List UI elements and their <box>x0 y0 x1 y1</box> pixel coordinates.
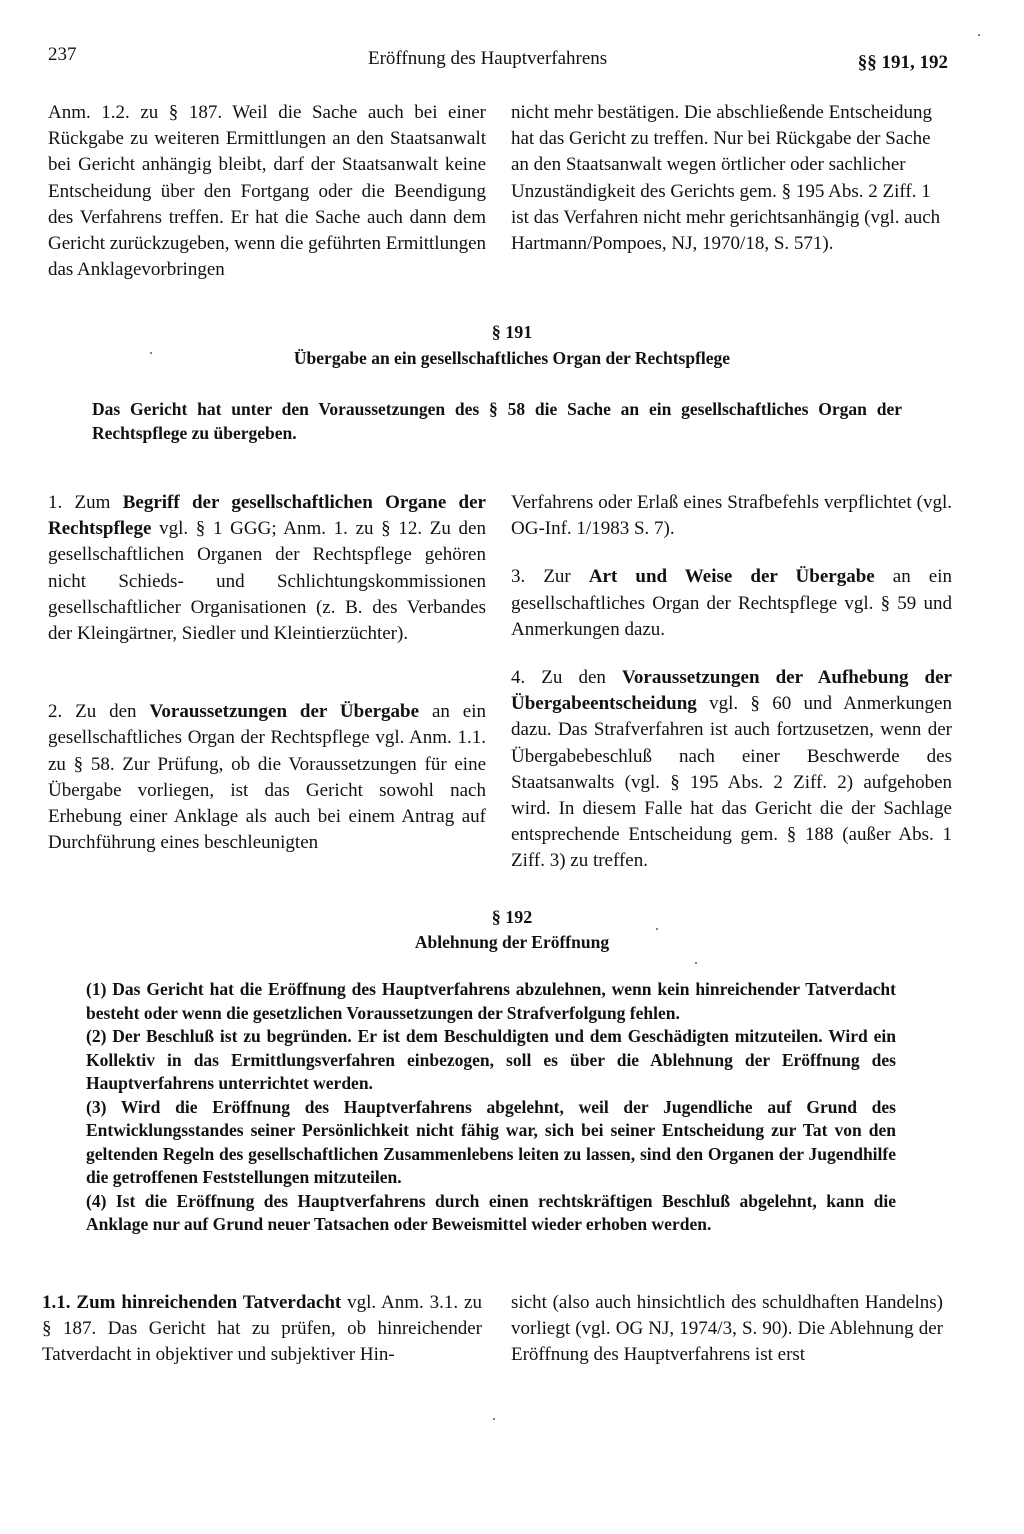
scan-speck <box>150 352 152 354</box>
running-header <box>48 44 948 74</box>
section-192-subsection-4: (4) Ist die Eröffnung des Hauptverfahrens durch einen rechtskräftigen Beschluß abgelehnt, kann die Anklage nur auf Grund neuer Tatsachen oder Beweismittel wieder erhoben werden. <box>86 1190 896 1234</box>
section-191-number: § 191 <box>491 322 533 342</box>
top-left-text: Anm. 1.2. zu § 187. Weil die Sache auch bei einer Rückgabe zu weiteren Ermittlungen an den Staatsanwalt bei Gericht anhängig bleibt, darf der Staatsanwalt keine Entscheidung über den Fortgang oder die Beendigung des Verfahrens treffen. Er hat die Sache auch dann dem Gericht zurückzugeben, wenn die geführten Ermittlungen das Anklagevorbringen <box>48 102 486 281</box>
s191-left-column <box>48 490 486 856</box>
scan-speck <box>978 34 980 36</box>
section-191-law-text <box>92 398 902 445</box>
s192-right-column <box>511 1290 943 1369</box>
annotation-4-keyword: Voraussetzungen der Aufhebung der Übergabeentscheidung <box>511 667 952 715</box>
annotation-1-1: 1.1. Zum hinreichenden Tatverdacht vgl. Anm. 3.1. zu § 187. Das Gericht hat zu prüfen, ob hinreichender Tatverdacht in objektiver und subjektiver Hin- <box>42 1292 482 1366</box>
paragraph-range: §§ 191, 192 <box>857 52 948 73</box>
annotation-1-keyword: Begriff der gesellschaftlichen Organe der Rechtspflege <box>48 492 486 540</box>
page-number: 237 <box>48 44 77 65</box>
scan-speck <box>656 928 658 930</box>
s191-right-column <box>511 490 952 875</box>
annotation-2-continued: Verfahrens oder Erlaß eines Strafbefehls verpflichtet (vgl. OG-Inf. 1/1983 S. 7). <box>511 492 952 540</box>
section-192-number: § 192 <box>491 907 533 927</box>
annotation-1: 1. Zum Begriff der gesellschaftlichen Organe der Rechtspflege vgl. § 1 GGG; Anm. 1. zu § 12. Zu den gesellschaftlichen Organen der Rechtspflege gehören nicht Schieds- und Schlichtungskommissionen gesellschaftlicher Organisationen (z. B. des Verbandes der Kleingärtner, Siedler und Kleintierzüchter). <box>48 492 486 645</box>
section-192-title: Ablehnung der Eröffnung <box>414 932 610 952</box>
annotation-3-keyword: Art und Weise der Übergabe <box>588 566 875 588</box>
section-192-law-text <box>86 978 896 1237</box>
top-right-text: nicht mehr bestätigen. Die abschließende Entscheidung hat das Gericht zu treffen. Nur bei Rückgabe der Sache an den Staatsanwalt wegen örtlicher oder sachlicher Unzuständigkeit des Gerichts gem. § 195 Abs. 2 Ziff. 1 ist das Verfahren nicht mehr gerichtsanhängig (vgl. auch Hartmann/Pompoes, NJ, 1970/18, S. 571). <box>511 102 941 255</box>
scan-speck <box>695 962 697 964</box>
annotation-4: 4. Zu den Voraussetzungen der Aufhebung der Übergabeentscheidung vgl. § 60 und Anmerkungen dazu. Das Strafverfahren ist auch fortzusetzen, wenn der Übergabebeschluß nach einer Beschwerde des Staatsanwalts (vgl. § 195 Abs. 2 Ziff. 2) aufgehoben wird. In diesem Falle hat das Gericht die der Sachlage entsprechende Entscheidung gem. § 188 (außer Abs. 1 Ziff. 3) zu treffen. <box>511 667 952 872</box>
scan-speck <box>493 1418 495 1420</box>
annotation-2: 2. Zu den Voraussetzungen der Übergabe an ein gesellschaftliches Organ der Rechtspflege vgl. Anm. 1.1. zu § 58. Zur Prüfung, ob die Voraussetzungen für eine Übergabe vorliegen, ist das Gericht sowohl nach Erhebung einer Anklage als auch bei einem Antrag auf Durchführung eines beschleunigten <box>48 701 486 854</box>
annotation-2-keyword: Voraussetzungen der Übergabe <box>149 701 420 723</box>
annotation-1-1-continued: sicht (also auch hinsichtlich des schuldhaften Handelns) vorliegt (vgl. OG NJ, 1974/3, S. 90). Die Ablehnung der Eröffnung des Hauptverfahrens ist erst <box>511 1292 943 1366</box>
top-right-column <box>511 100 952 257</box>
annotation-1-1-keyword: hinreichenden Tatverdacht <box>121 1292 342 1313</box>
section-191-title: Übergabe an ein gesellschaftliches Organ der Rechtspflege <box>293 348 731 368</box>
section-192-subsection-1: (1) Das Gericht hat die Eröffnung des Hauptverfahrens abzulehnen, wenn kein hinreichender Tatverdacht besteht oder wenn die gesetzlichen Voraussetzungen der Strafverfolgung fehlen. <box>86 979 896 1023</box>
chapter-title: Eröffnung des Hauptverfahrens <box>368 48 608 69</box>
section-192-subsection-2: (2) Der Beschluß ist zu begründen. Er ist dem Beschuldigten und dem Geschädigten mitzuteilen. Wird ein Kollektiv in das Ermittlungsverfahren einbezogen, soll es über die Ablehnung der Eröffnung des Hauptverfahrens unterrichtet werden. <box>86 1026 896 1093</box>
section-191-statute: Das Gericht hat unter den Voraussetzungen des § 58 die Sache an ein gesellschaftliches Organ der Rechtspflege zu übergeben. <box>92 399 902 443</box>
s192-left-column <box>42 1290 482 1369</box>
annotation-3: 3. Zur Art und Weise der Übergabe an ein gesellschaftliches Organ der Rechtspflege vgl. § 59 und Anmerkungen dazu. <box>511 566 952 640</box>
section-192-subsection-3: (3) Wird die Eröffnung des Hauptverfahrens abgelehnt, weil der Jugendliche auf Grund des Entwicklungsstandes seiner Persönlichkeit nicht fähig war, sich bei seiner Entscheidung zur Tat von den geltenden Regeln des gesellschaftlichen Zusammenlebens leiten zu lassen, sind den Organen der Jugendhilfe die getroffenen Feststellungen mitzuteilen. <box>86 1096 896 1187</box>
top-left-column <box>48 100 486 283</box>
